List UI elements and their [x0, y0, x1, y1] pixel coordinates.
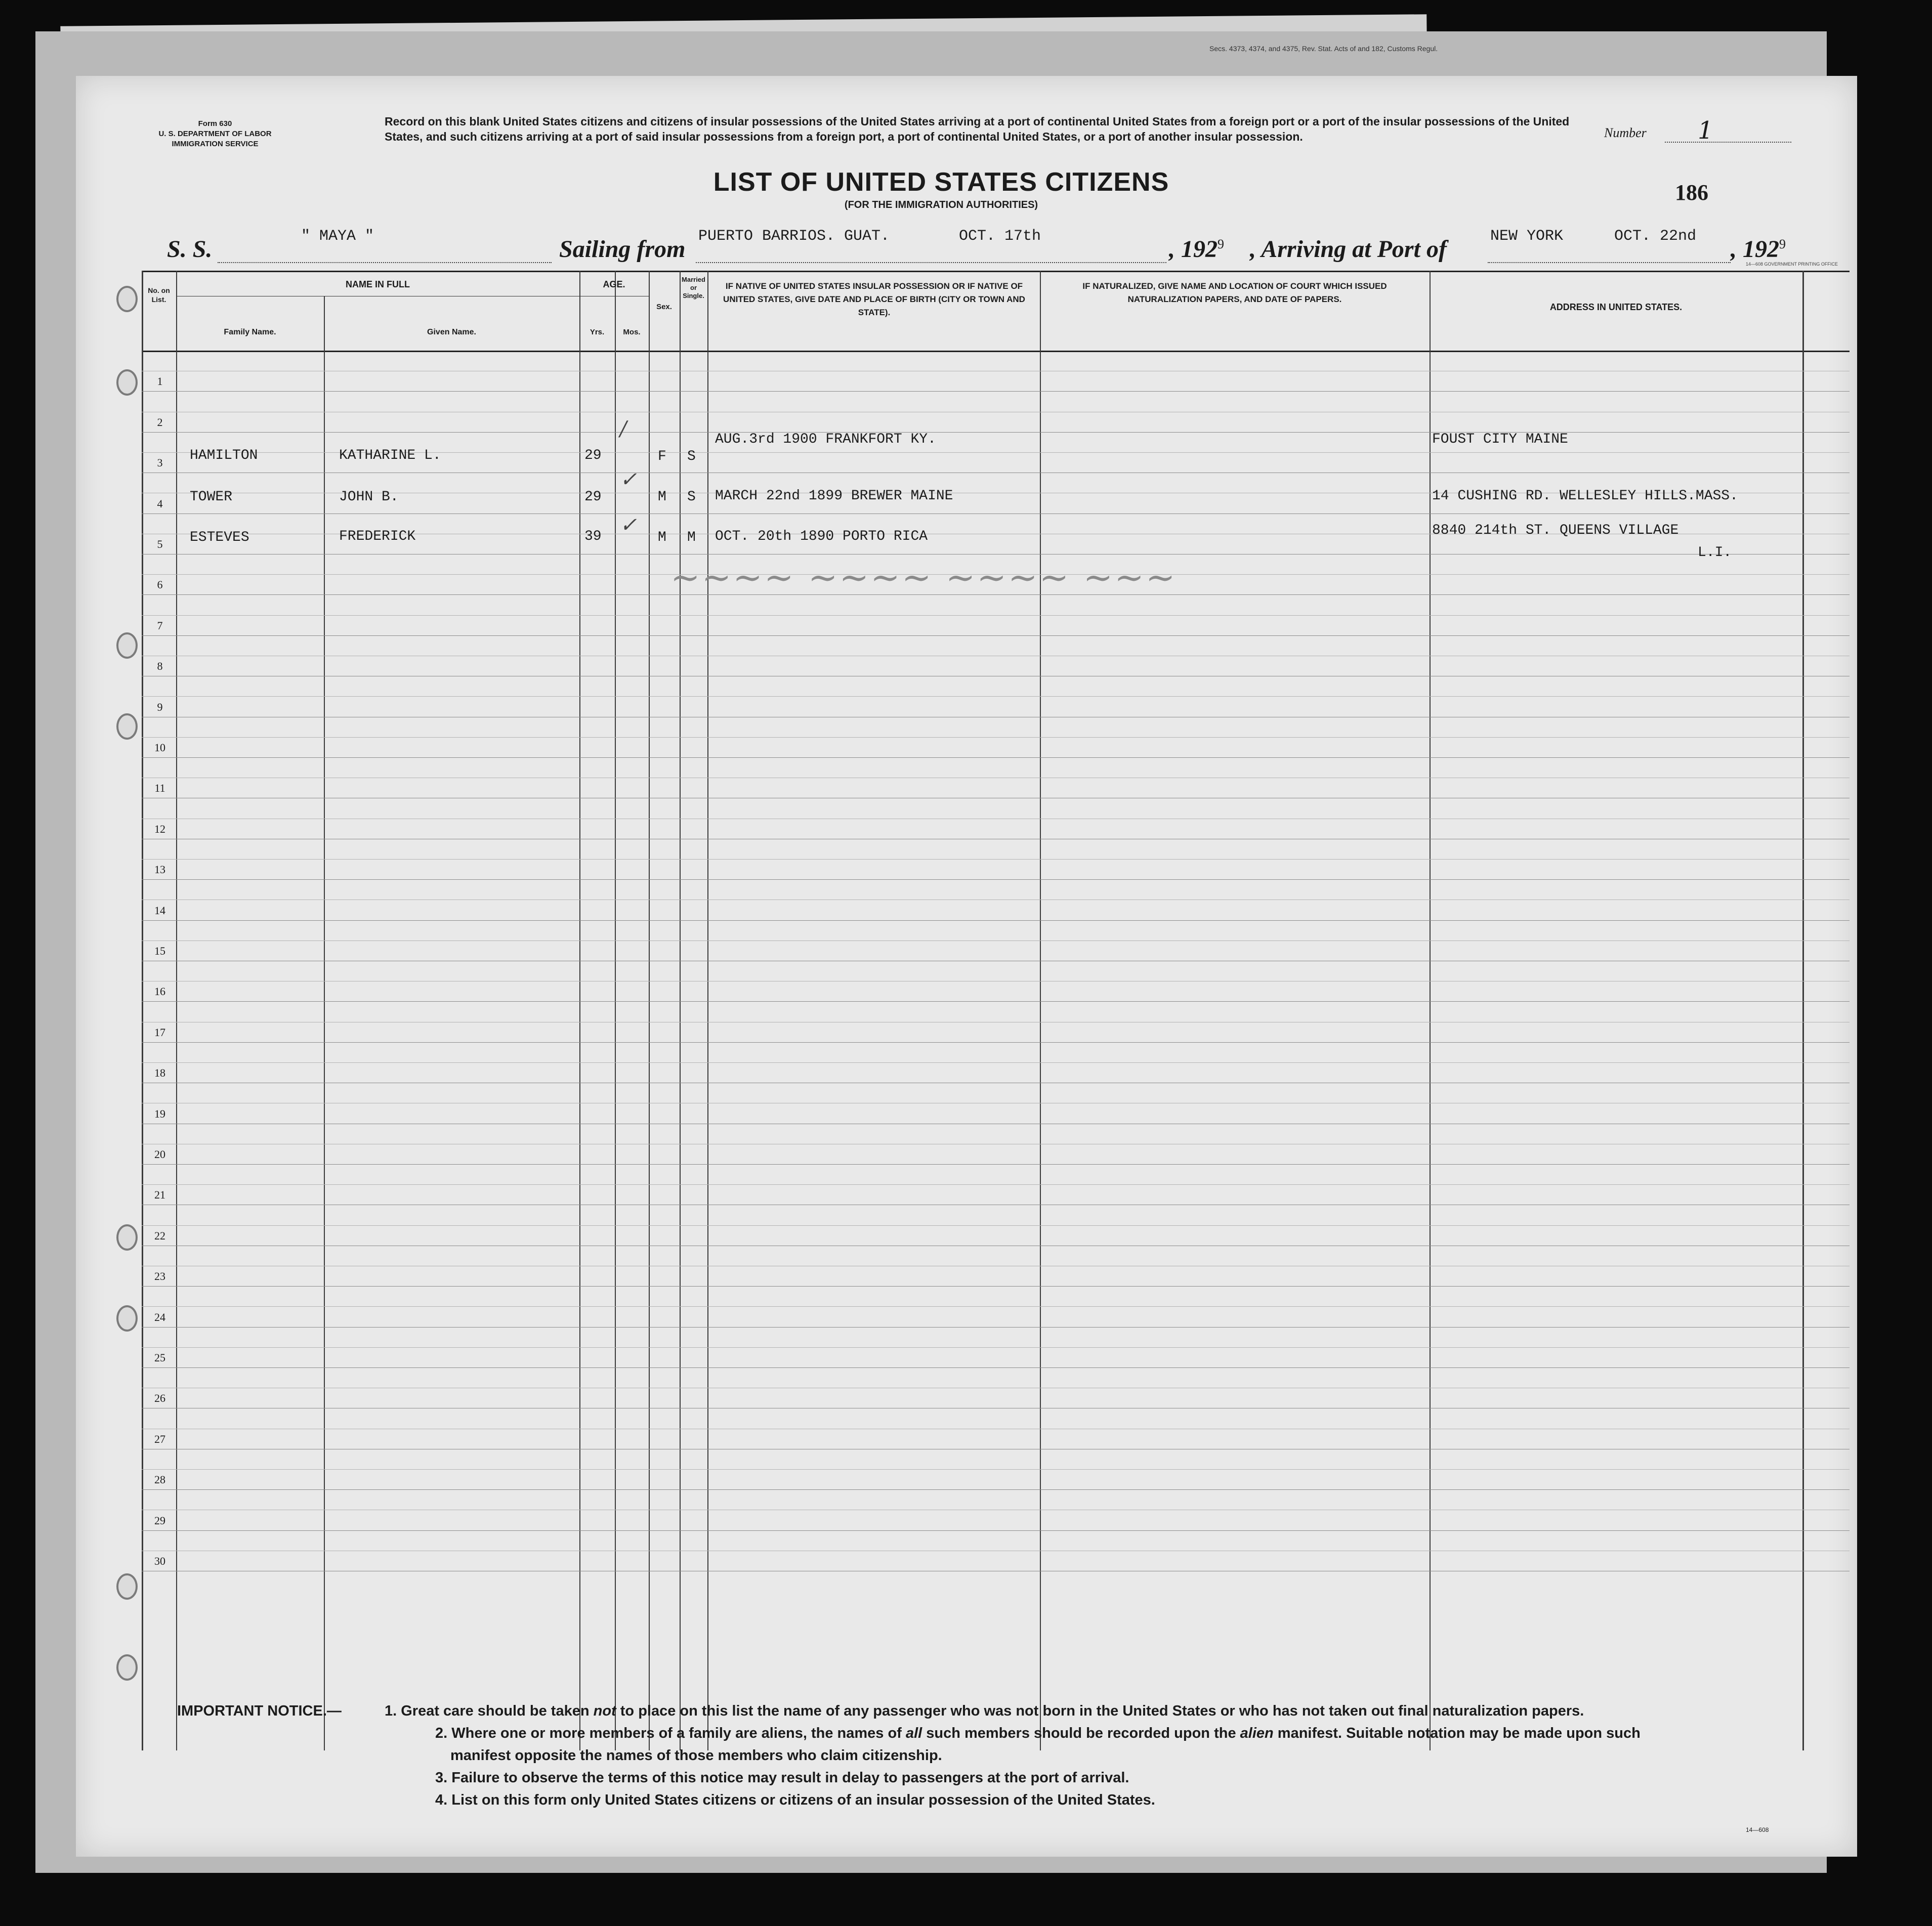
row-number: 27	[154, 1432, 165, 1445]
row-rule	[142, 1042, 1850, 1043]
row-rule	[142, 1001, 1850, 1002]
address: FOUST CITY MAINE	[1432, 432, 1568, 447]
ship-line	[218, 262, 552, 263]
sex: F	[658, 449, 666, 464]
stamp-number: 186	[1675, 180, 1708, 205]
row-rule	[142, 737, 1850, 738]
row-rule	[142, 1164, 1850, 1165]
notice-item-2	[177, 1722, 1822, 1744]
row-number: 6	[157, 578, 163, 591]
row-number: 17	[154, 1025, 165, 1039]
row-number: 12	[154, 822, 165, 835]
row-number: 13	[154, 863, 165, 876]
column-address: ADDRESS IN UNITED STATES.	[1549, 302, 1683, 312]
marital-status: S	[687, 449, 696, 464]
row-rule	[142, 757, 1850, 758]
row-rule	[142, 635, 1850, 636]
departure-port: PUERTO BARRIOS. GUAT.	[698, 228, 890, 245]
row-number: 20	[154, 1148, 165, 1161]
arriving-label: , Arriving at Port of	[1250, 236, 1447, 263]
notice-emphasis: not	[593, 1703, 616, 1719]
notice-item-2-continued: manifest opposite the names of those members who claim citizenship.	[450, 1747, 942, 1764]
statute-note: Secs. 4373, 4374, and 4375, Rev. Stat. Acts of and 182, Customs Regul.	[1209, 45, 1438, 53]
age-years: 29	[584, 448, 602, 463]
list-number-label: Number	[1604, 125, 1647, 140]
row-number: 25	[154, 1351, 165, 1364]
row-rule	[142, 513, 1850, 514]
punch-hole	[116, 369, 138, 396]
table-header-rule	[142, 351, 1850, 352]
tick-mark: ✓	[620, 513, 637, 537]
tick-mark: /	[620, 417, 627, 441]
notice-item-1	[177, 1700, 1822, 1722]
row-rule	[142, 1489, 1850, 1490]
row-rule	[142, 1225, 1850, 1226]
notice-item-3: 3. Failure to observe the terms of this notice may result in delay to passengers at the port of arrival.	[435, 1770, 1129, 1786]
row-number: 9	[157, 700, 163, 713]
row-rule	[142, 615, 1850, 616]
page-title: LIST OF UNITED STATES CITIZENS	[713, 167, 1169, 197]
age-years: 29	[584, 489, 602, 505]
row-rule	[142, 1286, 1850, 1287]
column-given-name: Given Name.	[427, 328, 476, 336]
row-number: 24	[154, 1310, 165, 1323]
row-number: 18	[154, 1066, 165, 1080]
family-name: HAMILTON	[190, 448, 258, 463]
citizens-table	[142, 271, 1850, 1750]
important-notice	[177, 1700, 1822, 1811]
row-rule	[142, 1327, 1850, 1328]
column-naturalization: IF NATURALIZED, GIVE NAME AND LOCATION OF COURT WHICH ISSUED NATURALIZATION PAPERS, AND DATE OF PAPERS.	[1082, 281, 1387, 304]
address: 8840 214th ST. QUEENS VILLAGE	[1432, 523, 1679, 538]
row-rule	[142, 920, 1850, 921]
given-name: FREDERICK	[339, 529, 416, 544]
year-prefix-departure	[1169, 235, 1224, 263]
ship-name: " MAYA "	[301, 228, 374, 245]
list-number-value: 1	[1698, 116, 1713, 145]
notice-emphasis: alien	[1240, 1725, 1274, 1741]
column-birth: IF NATIVE OF UNITED STATES INSULAR POSSESSION OR IF NATIVE OF UNITED STATES, GIVE DATE AND PLACE OF BIRTH (CITY OR TOWN AND STATE).	[723, 281, 1025, 317]
row-number: 10	[154, 741, 165, 754]
record-instructions: Record on this blank United States citizens and citizens of insular possessions of the United States arriving at a port of continental United States from a foreign port or a port of the insular possessions of the United States, and such citizens arriving at a port of said insular possessions from a foreign port, a port of continental United States, or a port of another insular possession.	[385, 115, 1570, 143]
row-rule	[142, 940, 1850, 941]
sex: M	[658, 489, 666, 505]
arrival-date: OCT. 22nd	[1614, 228, 1697, 245]
year-digit-departure: 9	[1217, 237, 1224, 251]
notice-item-4: 4. List on this form only United States citizens or citizens of an insular possession of the United States.	[435, 1792, 1155, 1808]
notice-emphasis: all	[905, 1725, 922, 1741]
row-number: 29	[154, 1514, 165, 1527]
birth-info: MARCH 22nd 1899 BREWER MAINE	[715, 488, 953, 504]
address-continued: L.I.	[1698, 545, 1732, 561]
row-number: 8	[157, 660, 163, 673]
row-rule	[142, 1530, 1850, 1531]
row-rule	[142, 1306, 1850, 1307]
sailing-label: Sailing from	[559, 236, 686, 263]
punch-hole	[116, 1224, 138, 1251]
service-name: IMMIGRATION SERVICE	[172, 140, 259, 148]
punch-hole	[116, 1305, 138, 1332]
arriving-line	[1488, 262, 1731, 263]
row-rule	[142, 432, 1850, 433]
column-family-name: Family Name.	[224, 328, 276, 336]
marital-status: M	[687, 530, 696, 545]
notice-heading: IMPORTANT NOTICE.—	[177, 1703, 342, 1719]
family-name: TOWER	[190, 489, 233, 505]
table-top-rule	[142, 271, 1850, 272]
punch-hole	[116, 632, 138, 659]
row-number: 4	[157, 497, 163, 510]
row-rule	[142, 1062, 1850, 1063]
column-age: AGE.	[603, 279, 625, 289]
page-subtitle: (FOR THE IMMIGRATION AUTHORITIES)	[844, 199, 1038, 210]
list-number-line	[1665, 142, 1791, 143]
department-name: U. S. DEPARTMENT OF LABOR	[158, 130, 272, 138]
row-number: 14	[154, 904, 165, 917]
row-number: 16	[154, 985, 165, 998]
row-number: 22	[154, 1229, 165, 1242]
notice-text: 1. Great care should be taken	[385, 1703, 594, 1719]
row-number: 11	[154, 782, 165, 795]
tick-mark: ✓	[620, 468, 637, 491]
row-number: 5	[157, 538, 163, 550]
column-sex: Sex.	[656, 303, 672, 311]
row-number: 26	[154, 1392, 165, 1405]
row-number: 21	[154, 1188, 165, 1202]
column-divider	[324, 351, 325, 1750]
birth-info: AUG.3rd 1900 FRANKFORT KY.	[715, 432, 936, 447]
form-identifier	[139, 119, 291, 149]
arrival-port: NEW YORK	[1490, 228, 1564, 245]
notice-text: manifest. Suitable notation may be made upon such	[1273, 1725, 1641, 1741]
punch-hole	[116, 713, 138, 740]
row-rule	[142, 696, 1850, 697]
given-name: JOHN B.	[339, 489, 399, 505]
ss-label: S. S.	[167, 236, 213, 263]
printers-note: 14—608 GOVERNMENT PRINTING OFFICE	[1746, 262, 1838, 267]
age-years: 39	[584, 529, 602, 544]
handwritten-annotation: ~~~~ ~~~~ ~~~~ ~~~	[670, 557, 1177, 598]
punch-hole	[116, 1573, 138, 1600]
marital-status: S	[687, 489, 696, 505]
row-number: 19	[154, 1107, 165, 1120]
birth-info: OCT. 20th 1890 PORTO RICA	[715, 529, 928, 544]
sailing-line	[696, 262, 1166, 263]
row-number: 28	[154, 1473, 165, 1486]
row-number: 15	[154, 945, 165, 957]
year-prefix-arrival	[1731, 235, 1786, 263]
row-number: 30	[154, 1555, 165, 1567]
year-prefix-text: , 192	[1731, 236, 1779, 263]
notice-text: to place on this list the name of any passenger who was not born in the United States or who has not taken out final naturalization papers.	[616, 1703, 1584, 1719]
form-number: Form 630	[198, 119, 232, 128]
notice-text: 2. Where one or more members of a family are aliens, the names of	[435, 1725, 906, 1741]
column-name-in-full: NAME IN FULL	[346, 279, 410, 289]
punch-hole	[116, 286, 138, 312]
column-age-months: Mos.	[623, 328, 641, 336]
row-rule	[142, 1367, 1850, 1368]
row-rule	[142, 879, 1850, 880]
column-no: No. on List.	[148, 286, 170, 304]
year-prefix-text: , 192	[1169, 236, 1217, 263]
column-married-single: Married or Single.	[682, 276, 705, 299]
row-number: 23	[154, 1270, 165, 1283]
family-name: ESTEVES	[190, 530, 249, 545]
notice-code: 14—608	[1746, 1826, 1769, 1833]
row-number: 1	[157, 375, 163, 388]
row-number: 7	[157, 619, 163, 632]
departure-date: OCT. 17th	[959, 228, 1041, 245]
given-name: KATHARINE L.	[339, 448, 441, 463]
year-digit-arrival: 9	[1779, 237, 1786, 251]
row-rule	[142, 1347, 1850, 1348]
manifest-page	[76, 45, 1857, 1857]
row-rule	[142, 1184, 1850, 1185]
row-rule	[142, 391, 1850, 392]
address: 14 CUSHING RD. WELLESLEY HILLS.MASS.	[1432, 488, 1738, 504]
row-number: 3	[157, 456, 163, 469]
column-divider	[324, 296, 325, 351]
notice-text: such members should be recorded upon the	[922, 1725, 1240, 1741]
row-rule	[142, 859, 1850, 860]
row-number: 2	[157, 415, 163, 429]
punch-hole	[116, 1654, 138, 1681]
row-rule	[142, 1469, 1850, 1470]
sex: M	[658, 530, 666, 545]
column-age-years: Yrs.	[590, 328, 605, 336]
